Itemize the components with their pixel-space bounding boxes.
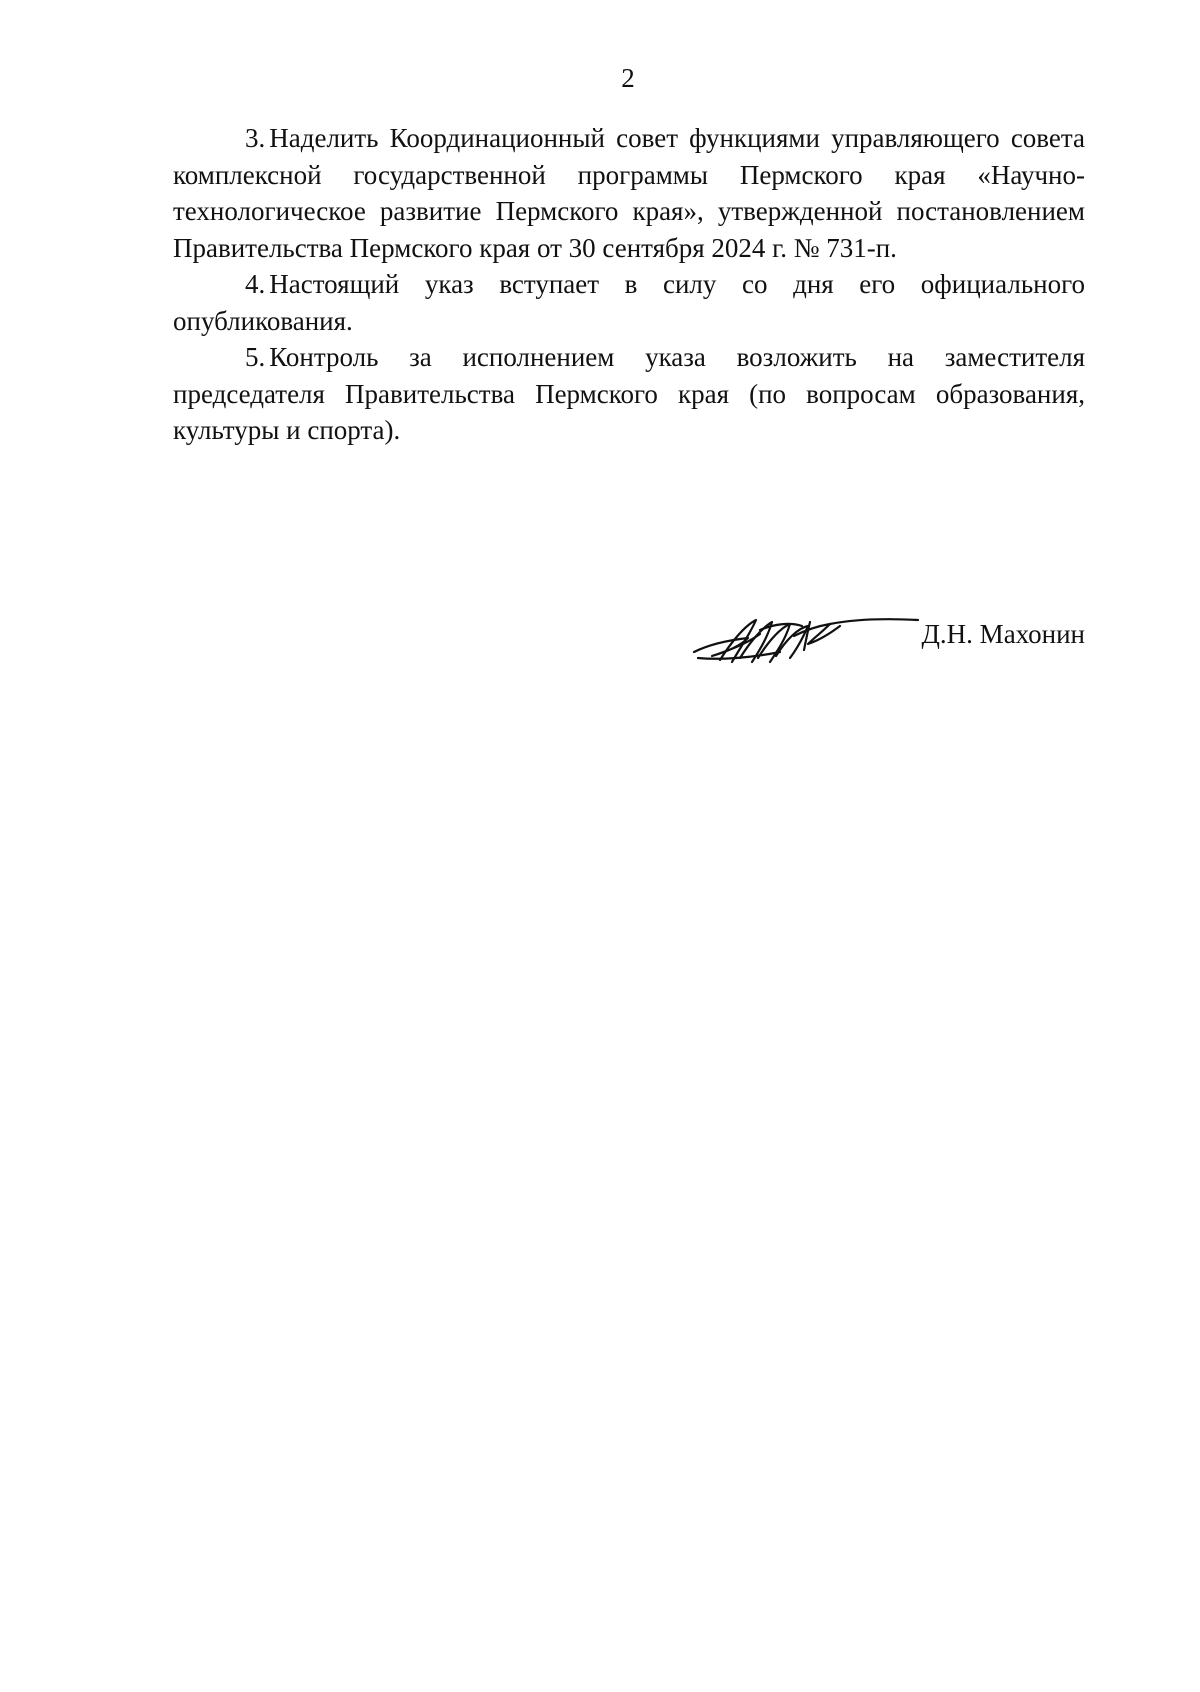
- page-number: 2: [621, 63, 635, 93]
- signer-name: Д.Н. Махонин: [921, 619, 1085, 649]
- paragraph-item-4: [173, 266, 1085, 339]
- item-text: Контроль за исполнением указа возложить на заместителя председателя Правительства Пермского края (по вопросам образования, культуры и спорта).: [173, 342, 1085, 445]
- item-number: 4.: [245, 269, 266, 299]
- document-body: [173, 120, 1085, 449]
- signature-block: [690, 600, 1090, 680]
- item-text: Настоящий указ вступает в силу со дня его официального опубликования.: [173, 269, 1085, 336]
- paragraph-item-5: [173, 339, 1085, 449]
- paragraph-item-3: [173, 120, 1085, 266]
- item-number: 3.: [245, 123, 266, 153]
- item-text: Наделить Координационный совет функциями управляющего совета комплексной государственной программы Пермского края «Научно-технологическое развитие Пермского края», утвержденной постановлением Правительства Пермского края от 30 сентября 2024 г. № 731-п.: [173, 123, 1085, 263]
- item-number: 5.: [245, 342, 266, 372]
- handwritten-signature: [690, 600, 920, 680]
